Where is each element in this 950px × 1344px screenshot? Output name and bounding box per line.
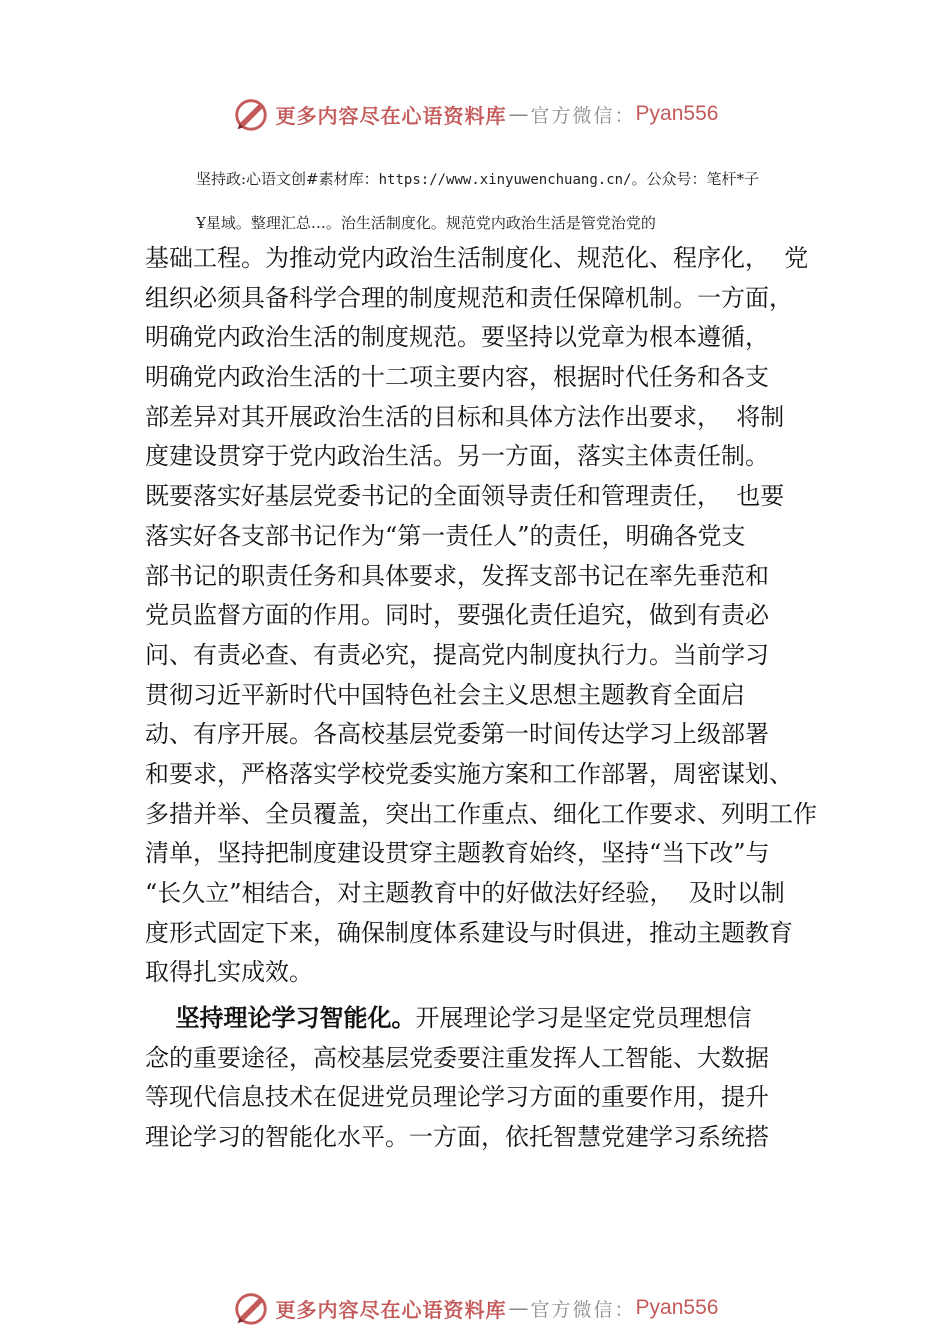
paragraph2-first-line: [145, 999, 825, 1039]
source-suffix: 。公众号：笔杆*子: [631, 170, 760, 188]
paragraph-line: 和要求，严格落实学校党委实施方案和工作部署，周密谋划、: [145, 759, 793, 788]
paragraph-line: 多措并举、全员覆盖，突出工作重点、细化工作要求、列明工作: [145, 799, 817, 828]
banner-account: Pyan556: [635, 1296, 719, 1319]
section-intro-line: Ұ星域。整理汇总…。治生活制度化。规范党内政治生活是管党治党的: [196, 214, 656, 232]
banner-brand-text: 更多内容尽在心语资料库: [275, 103, 507, 128]
paragraph-line: 组织必须具备科学合理的制度规范和责任保障机制。一方面，: [145, 283, 793, 312]
watermark-banner-top: [0, 92, 950, 136]
paragraph-line: 清单，坚持把制度建设贯穿主题教育始终，坚持“当下改”与: [145, 839, 770, 868]
paragraph2-first-line-rest: 开展理论学习是坚定党员理想信: [415, 1004, 752, 1033]
paragraph-line: “长久立”相结合，对主题教育中的好做法好经验， 及时以制: [145, 879, 785, 907]
banner-account: Pyan556: [635, 102, 719, 125]
paragraph-line: 等现代信息技术在促进党员理论学习方面的重要作用，提升: [145, 1083, 769, 1112]
paragraph-line: 取得扎实成效。: [145, 958, 313, 987]
paragraph-line: 动、有序开展。各高校基层党委第一时间传达学习上级部署: [145, 720, 769, 749]
source-url: https://www.xinyuwenchuang.cn/: [378, 172, 632, 188]
paragraph-line: 基础工程。为推动党内政治生活制度化、规范化、程序化， 党: [145, 244, 809, 272]
paragraph2-heading: 坚持理论学习智能化。: [175, 1004, 416, 1033]
banner-brand-text: 更多内容尽在心语资料库: [275, 1297, 507, 1322]
paragraph-line: 度建设贯穿于党内政治生活。另一方面，落实主体责任制。: [145, 442, 769, 471]
paragraph-line: 问、有责必查、有责必究，提高党内制度执行力。当前学习: [145, 640, 769, 669]
banner-separator: —: [508, 1296, 529, 1320]
paragraph-line: 党员监督方面的作用。同时，要强化责任追究，做到有责必: [145, 601, 769, 630]
pen-logo-icon: [232, 95, 270, 133]
paragraph-line: 明确党内政治生活的制度规范。要坚持以党章为根本遵循，: [145, 323, 769, 352]
pen-logo-icon: [232, 1289, 270, 1327]
banner-label: 官方微信：: [530, 104, 636, 127]
source-line: [196, 168, 759, 189]
document-body: [145, 239, 825, 1158]
paragraph-line: 落实好各支部书记作为“第一责任人”的责任，明确各党支: [145, 521, 746, 550]
paragraph-line: 明确党内政治生活的十二项主要内容，根据时代任务和各支: [145, 363, 769, 392]
paragraph-line: 度形式固定下来，确保制度体系建设与时俱进，推动主题教育: [145, 918, 793, 947]
watermark-banner-bottom: [0, 1286, 950, 1330]
banner-separator: —: [508, 102, 529, 126]
paragraph-line: 贯彻习近平新时代中国特色社会主义思想主题教育全面启: [145, 680, 745, 709]
source-prefix: 坚持政:心语文创#素材库：: [196, 170, 379, 188]
paragraph-line: 部差异对其开展政治生活的目标和具体方法作出要求， 将制: [145, 402, 785, 431]
paragraph-line: 念的重要途径，高校基层党委要注重发挥人工智能、大数据: [145, 1043, 769, 1072]
paragraph-line: 理论学习的智能化水平。一方面，依托智慧党建学习系统搭: [145, 1123, 769, 1152]
banner-label: 官方微信：: [530, 1298, 636, 1321]
paragraph-line: 部书记的职责任务和具体要求，发挥支部书记在率先垂范和: [145, 561, 769, 590]
paragraph-line: 既要落实好基层党委书记的全面领导责任和管理责任， 也要: [145, 482, 785, 511]
